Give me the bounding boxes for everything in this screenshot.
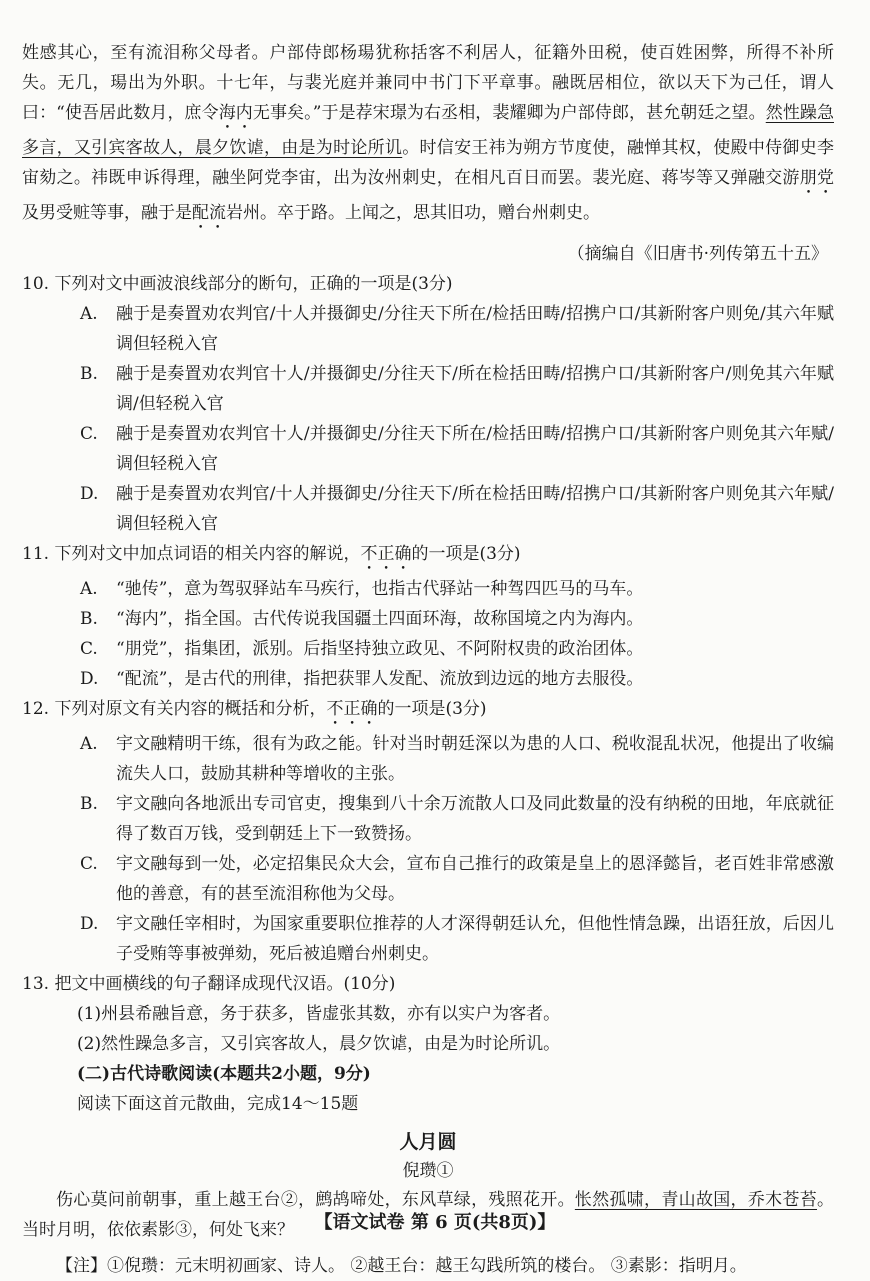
passage-text: [22, 38, 834, 233]
option-letter: A.: [80, 579, 98, 599]
poem-underlined: 怅然孤啸，青山故国，乔木苍苔: [574, 1190, 818, 1210]
underlined-sentence: 然性躁急多言，又引宾客故人，晨夕饮谑，由是为时论所讥: [22, 103, 834, 158]
q10-option-a[interactable]: [22, 299, 834, 359]
passage-line-4: 及男受赃等事，融于是: [22, 203, 192, 223]
q11-option-d[interactable]: [22, 664, 834, 694]
q12-option-c[interactable]: [22, 849, 834, 909]
section-heading: (二)古代诗歌阅读(本题共2小题，9分): [77, 1064, 371, 1084]
option-letter: C.: [80, 639, 98, 659]
poem-title: 人月圆: [399, 1131, 457, 1153]
q10-option-b[interactable]: [22, 359, 834, 419]
question-13-title: 13. 把文中画横线的句子翻译成现代汉语。(10分): [22, 974, 396, 994]
emphasis-not-correct: 不正确: [326, 699, 378, 719]
title-text: 的一项是(3分): [377, 699, 487, 719]
question-13: [22, 969, 834, 1059]
dotted-word-pengdang: 朋党: [799, 168, 835, 188]
option-letter: C.: [80, 854, 98, 874]
title-text: 11. 下列对文中加点词语的相关内容的解说，: [22, 544, 361, 564]
question-12: [22, 694, 834, 969]
question-12-title: [22, 694, 834, 729]
option-letter: B.: [80, 609, 98, 629]
page-footer: 【语文试卷 第 6 页(共8页)】: [314, 1212, 556, 1233]
option-letter: B.: [80, 364, 98, 384]
passage-source: （摘编自《旧唐书·列传第五十五》: [567, 244, 828, 264]
passage-line-3: 。时信安王祎为朔方节度使，融惮其权，使殿中侍御史李宙劾之。祎既申诉得理，融坐阿党李宙，出为汝州刺史，在相凡百日而罢。裴光庭、蒋岑等又弹融交游: [22, 138, 835, 188]
option-text: “海内”，指全国。古代传说我国疆土四面环海，故称国境之内为海内。: [116, 609, 644, 629]
title-text: 12. 下列对原文有关内容的概括和分析，: [22, 699, 327, 719]
exam-page: [22, 38, 834, 1281]
q13-sentence-1: (1)州县希融旨意，务于获多，皆虚张其数，亦有以实户为客者。: [77, 1004, 561, 1024]
passage-line-1: 姓感其心，至有流泪称父母者。户部侍郎杨瑒犹称括客不利居人，征籍外田税，使百姓困弊，所得不补所失。无几，瑒出为外职。十七年，与裴光庭并兼同中书门下平章事。融既居相位，欲以天下为己任，谓人曰：“使吾居此数月，庶令: [22, 43, 834, 123]
option-text: “驰传”，意为驾驭驿站车马疾行，也指古代驿站一种驾四匹马的马车。: [116, 579, 644, 599]
q12-option-d[interactable]: [22, 909, 834, 969]
option-letter: D.: [80, 484, 99, 504]
q10-option-c[interactable]: [22, 419, 834, 479]
q11-option-a[interactable]: [22, 574, 834, 604]
option-text: 融于是奏置劝农判官十人/并摄御史/分往天下所在/检括田畴/招携户口/其新附客户则免其六年赋/调但轻税入官: [116, 424, 834, 474]
section-instruction: 阅读下面这首元散曲，完成14～15题: [77, 1094, 359, 1114]
option-text: 宇文融每到一处，必定招集民众大会，宣布自己推行的政策是皇上的恩泽懿旨，老百姓非常感激他的善意，有的甚至流泪称他为父母。: [116, 854, 834, 904]
question-11-title: [22, 539, 834, 574]
dotted-word-haine: 海内: [218, 103, 253, 123]
option-letter: B.: [80, 794, 98, 814]
option-text: 宇文融精明干练，很有为政之能。针对当时朝廷深以为患的人口、税收混乱状况，他提出了收编流失人口，鼓励其耕种等增收的主张。: [116, 734, 834, 784]
option-text: 宇文融任宰相时，为国家重要职位推荐的人才深得朝廷认允，但他性情急躁，出语狂放，后因儿子受贿等事被弹劾，死后被追赠台州刺史。: [116, 914, 834, 964]
option-letter: A.: [80, 734, 98, 754]
option-letter: D.: [80, 669, 99, 689]
option-text: “配流”，是古代的刑律，指把获罪人发配、流放到边远的地方去服役。: [116, 669, 644, 689]
question-10-title: 10. 下列对文中画波浪线部分的断句，正确的一项是(3分): [22, 274, 453, 294]
passage-line-5: 岩州。卒于路。上闻之，思其旧功，赠台州刺史。: [226, 203, 600, 223]
question-11: [22, 539, 834, 694]
option-text: 宇文融向各地派出专司官吏，搜集到八十余万流散人口及同此数量的没有纳税的田地，年底就征得了数百万钱，受到朝廷上下一致赞扬。: [116, 794, 834, 844]
question-10: [22, 269, 834, 539]
option-letter: D.: [80, 914, 99, 934]
option-text: 融于是奏置劝农判官/十人并摄御史/分往天下/所在检括田畴/招携户口/其新附客户则免其六年赋/调但轻税入官: [116, 484, 834, 534]
q11-option-c[interactable]: [22, 634, 834, 664]
poem-text-part: 。当时月明，依依素影③，何处飞来？: [22, 1190, 835, 1240]
emphasis-not-correct: 不正确: [360, 544, 412, 564]
poem-text-part: 伤心莫问前朝事，重上越王台②，鹧鸪啼处，东风草绿，残照花开。: [56, 1190, 575, 1210]
q13-sentence-2: (2)然性躁急多言，又引宾客故人，晨夕饮谑，由是为时论所讥。: [77, 1034, 561, 1054]
option-text: 融于是奏置劝农判官/十人并摄御史/分往天下所在/检括田畴/招携户口/其新附客户则免/其六年赋调但轻税入官: [116, 304, 834, 354]
dotted-word-peiliu: 配流: [192, 203, 226, 223]
option-letter: A.: [80, 304, 98, 324]
q12-option-a[interactable]: [22, 729, 834, 789]
poem-author: 倪瓒①: [402, 1161, 454, 1181]
q10-option-d[interactable]: [22, 479, 834, 539]
poem-note: 【注】①倪瓒：元末明初画家、诗人。 ②越王台：越王勾践所筑的楼台。 ③素影：指明月。: [56, 1256, 747, 1276]
option-text: 融于是奏置劝农判官十人/并摄御史/分往天下/所在检括田畴/招携户口/其新附客户/则免其六年赋调/但轻税入官: [116, 364, 834, 414]
title-text: 的一项是(3分): [411, 544, 521, 564]
option-text: “朋党”，指集团，派别。后指坚持独立政见、不阿附权贵的政治团体。: [116, 639, 644, 659]
q12-option-b[interactable]: [22, 789, 834, 849]
passage-line-2: 无事矣。”于是荐宋璟为右丞相，裴耀卿为户部侍郎，甚允朝廷之望。: [252, 103, 766, 123]
option-letter: C.: [80, 424, 98, 444]
q11-option-b[interactable]: [22, 604, 834, 634]
